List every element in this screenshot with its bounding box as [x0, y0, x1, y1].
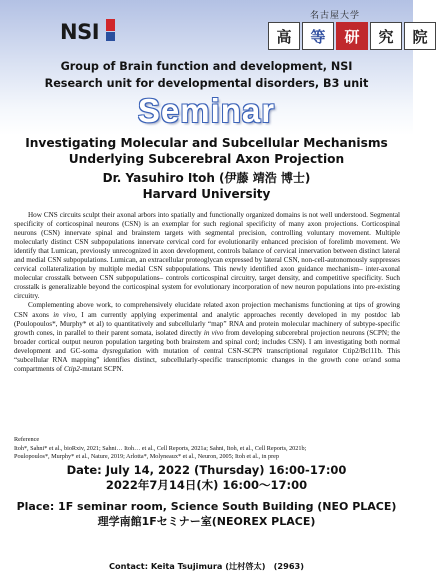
institute-char: 研 — [336, 22, 368, 50]
abstract-paragraph: How CNS circuits sculpt their axonal arbors into spatially and functionally organized domains is not well understood. Segmental specificity of corticospinal neurons (CSN) is an exemplar for such regional specificity of many axon projections. Corticospinal neurons (CSN) innervate spinal and brainstem targets with segmental precision, controlling voluntary movement. Multiple molecularly distinct CSN subpopulations innervate cervical cord for evolutionarily enhanced precision of forelimb movement. We identify that Lumican, previously unrecognized in axon development, controls balance of cervical innervation between distinct lateral and medial CSN subpopulations. Lumican, an extracellular proteoglycan expressed by lateral CSN, non-cell-autonomously suppresses cervical collateralization by multiple medial CSN subpopulations. This newly identified axon guidance mechanism– inter-axonal molecular crosstalk between CSN subpopulations– controls corticospinal circuitry, target density, and competitive specificity. Such crosstalk is generalizable beyond the corticospinal system for evolutionary incorporation of new neuron populations into pre-existing circuitry. — [14, 211, 400, 301]
institute-char: 院 — [404, 22, 436, 50]
talk-title-line: Investigating Molecular and Subcellular Mechanisms — [25, 136, 388, 150]
reference-line: Poulopoulos*, Murphy* et al., Nature, 2019; Arlotta*, Molyneaux* et al., Neuron, 2005; Itoh et al., in prep — [14, 453, 279, 461]
references — [14, 436, 400, 462]
abstract-paragraph: Complementing above work, to comprehensively elucidate related axon projection mechanisms functioning at tips of growing CSN axons in vivo, I am currently applying experimental and analytic approaches recently developed in my postdoc lab (Poulopoulos*, Murphy* et al) to quantitatively and subcellularly “map” RNA and protein molecular machinery of subtype-specific growth cones, in parallel to their parent somata, isolated directly in vivo from developing subcerebral projection neurons (SCPN; the broader cortical output neuron population targeting both brainstem and spinal cord; includes CSN). I am investigating both normal development and GC-soma dysregulation with mutation of central CSN-SCPN transcriptional regulator Ctip2/Bcl11b. This “subcellular RNA mapping” identifies distinct, subcellularly-specific transcriptomic changes in the growth cone or/and soma compartments of Ctip2-mutant SCPN. — [14, 301, 400, 373]
event-place-en: Place: 1F seminar room, Science South Building (NEO PLACE) — [16, 500, 397, 513]
institute-char: 究 — [370, 22, 402, 50]
references-label: Reference — [14, 436, 40, 443]
university-name: 名古屋大学 — [310, 11, 361, 21]
institute-name — [268, 22, 436, 50]
talk-title-line: Underlying Subcerebral Axon Projection — [68, 152, 345, 166]
nsi-logo — [60, 18, 117, 46]
event-date-jp: 2022年7月14日(木) 16:00～17:00 — [105, 478, 308, 492]
nsi-mark-icon — [105, 17, 117, 47]
institute-char: 等 — [302, 22, 334, 50]
reference-line: Itoh*, Sahni* et al., bioRxiv, 2021; Sahni… Itoh… et al., Cell Reports, 2021a; Sahni, Itoh, et al., Cell Reports, 2021b; — [14, 444, 307, 452]
university-logo — [268, 8, 428, 52]
speaker-affiliation: Harvard University — [142, 187, 271, 201]
nsi-logo-text: NSI — [60, 20, 100, 44]
seminar-heading: Seminar — [137, 92, 276, 129]
event-date-en: Date: July 14, 2022 (Thursday) 16:00-17:00 — [66, 463, 347, 477]
institute-char: 高 — [268, 22, 300, 50]
host-group-line: Group of Brain function and development, NSI — [60, 60, 353, 73]
speaker-block — [0, 170, 413, 202]
talk-title — [0, 135, 413, 167]
event-date — [0, 463, 413, 493]
event-place-jp: 理学南館1Fセミナー室(NEOREX PLACE) — [97, 515, 316, 528]
abstract — [14, 211, 400, 374]
speaker-name: Dr. Yasuhiro Itoh (伊藤 靖浩 博士) — [102, 171, 311, 185]
host-group-line: Research unit for developmental disorders, B3 unit — [44, 77, 369, 90]
event-place — [0, 499, 413, 529]
host-group — [0, 58, 413, 92]
contact-info: Contact: Keita Tsujimura (辻村啓太) (2963) — [109, 561, 304, 571]
